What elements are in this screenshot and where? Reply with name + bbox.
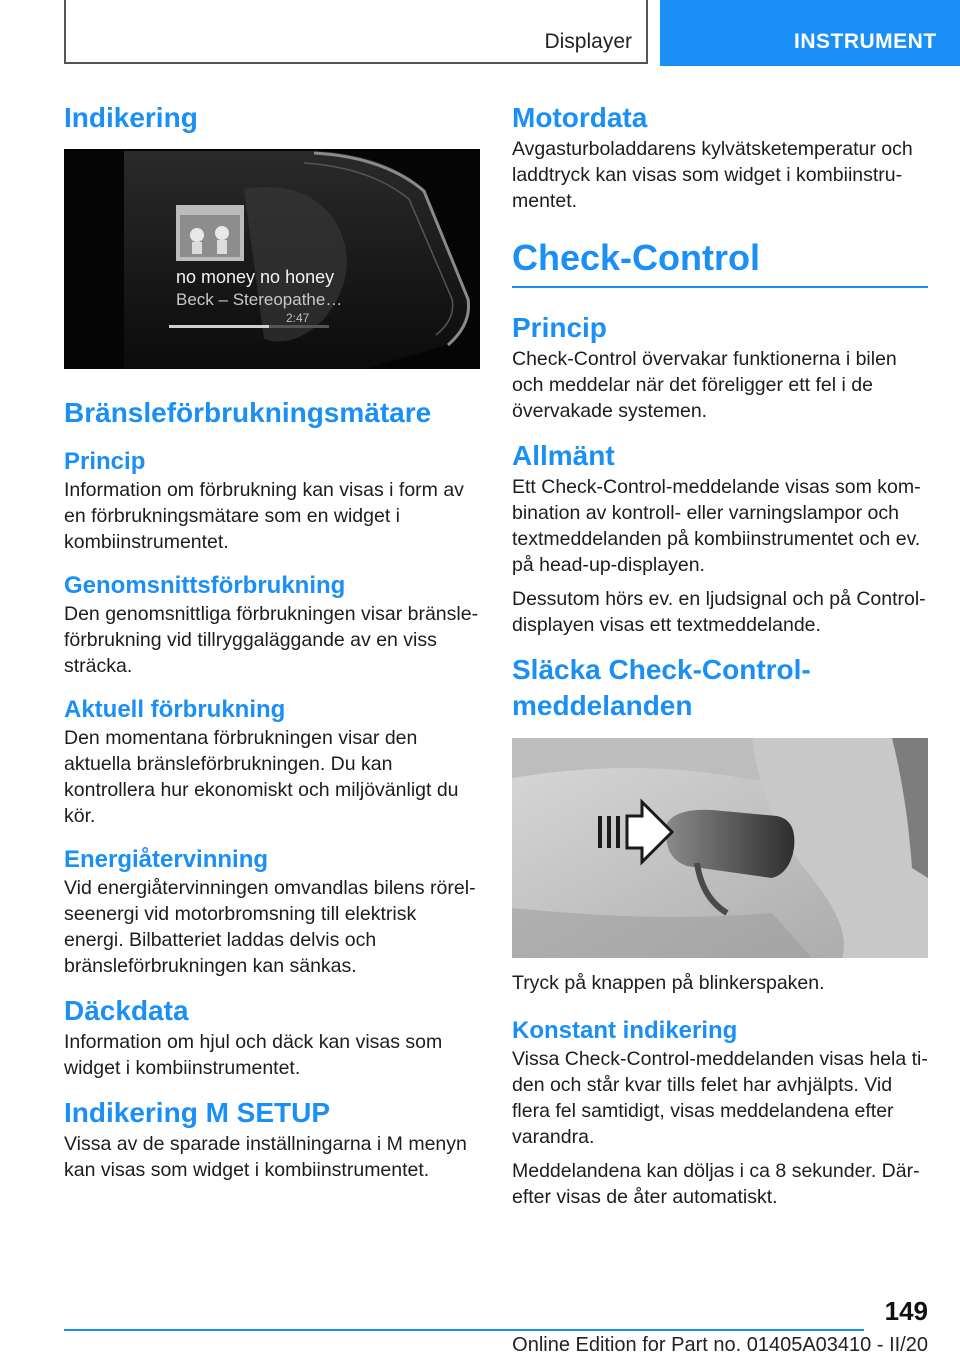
general-text-1: Ett Check-Control-meddelande visas som kombination av kontroll- eller varningslampor och textmeddelanden på kombiinstrumentet och ev. på head-up-displayen. xyxy=(512,476,921,576)
track-title: no money no honey xyxy=(176,267,335,287)
track-artist: Beck – Stereopathe… xyxy=(176,290,343,309)
average-consumption-text: Den genomsnittliga förbrukningen visar bränsleförbrukning vid tillryggaläggande av en viss sträcka. xyxy=(64,603,479,677)
clear-caption: Tryck på knappen på blinkerspaken. xyxy=(512,972,825,994)
current-consumption-subheading: Aktuell förbrukning xyxy=(64,696,286,723)
tire-data-heading: Däckdata xyxy=(64,995,189,1026)
constant-display-subheading: Konstant indikering xyxy=(512,1017,738,1044)
cc-princip-subheading: Princip xyxy=(512,312,607,343)
track-time: 2:47 xyxy=(286,311,310,325)
check-control-rule xyxy=(512,286,928,288)
current-consumption-text: Den momentana förbrukningen visar den aktuella bränsleförbrukningen. Du kan kontrollera hur ekonomiskt och miljövänligt du kör. xyxy=(64,727,459,827)
header-section-tab xyxy=(64,0,648,64)
header-chapter-label: INSTRUMENT xyxy=(794,30,937,53)
left-column xyxy=(64,100,480,1183)
clear-messages-heading: Släcka Check-Control-meddelanden xyxy=(512,654,811,721)
motor-data-heading: Motordata xyxy=(512,102,648,133)
m-setup-text: Vissa av de sparade inställningarna i M menyn kan visas som widget i kombiinstrumentet. xyxy=(64,1133,467,1181)
energy-recovery-text: Vid energiåtervinningen omvandlas bilens rörelseenergi vid motorbromsning till elektrisk energi. Bilbatteriet laddas delvis och bränsleförbrukningen kan sänkas. xyxy=(64,877,476,977)
check-control-heading: Check-Control xyxy=(512,237,761,278)
page-number: 149 xyxy=(884,1296,928,1326)
turn-signal-lever-image xyxy=(512,738,928,958)
turn-signal-lever-illustration xyxy=(512,738,928,958)
energy-recovery-subheading: Energiåtervinning xyxy=(64,846,269,873)
header-chapter-tab xyxy=(660,0,960,66)
footer-edition: Online Edition for Part no. 01405A03410 - II/20 xyxy=(512,1334,928,1356)
m-setup-heading: Indikering M SETUP xyxy=(64,1097,331,1128)
instrument-cluster-image xyxy=(64,149,480,369)
footer-rule xyxy=(64,1329,864,1331)
motor-data-text: Avgasturboladdarens kylvätsketemperatur och laddtryck kan visas som widget i kombiinstrumentet. xyxy=(512,138,913,212)
meter-heading: Bränsleförbrukningsmätare xyxy=(64,397,432,428)
tire-data-text: Information om hjul och däck kan visas som widget i kombiinstrumentet. xyxy=(64,1031,443,1079)
average-consumption-subheading: Genomsnittsförbrukning xyxy=(64,572,346,599)
princip-subheading: Princip xyxy=(64,448,146,475)
instrument-cluster-illustration xyxy=(64,149,480,369)
header-section-label: Displayer xyxy=(544,30,632,53)
constant-display-text-1: Vissa Check-Control-meddelanden visas hela tiden och står kvar tills felet har avhjälpts. Vid flera fel samtidigt, visas meddelandena efter varandra. xyxy=(512,1048,928,1148)
general-heading: Allmänt xyxy=(512,440,615,471)
indikering-heading: Indikering xyxy=(64,102,198,133)
general-text-2: Dessutom hörs ev. en ljudsignal och på Control-displayen visas ett textmeddelande. xyxy=(512,588,926,636)
cc-princip-text: Check-Control övervakar funktionerna i bilen och meddelar när det föreligger ett fel i de övervakade systemen. xyxy=(512,348,897,422)
right-column xyxy=(512,100,928,1210)
constant-display-text-2: Meddelandena kan döljas i ca 8 sekunder. Därefter visas de åter automatiskt. xyxy=(512,1160,920,1208)
princip-text: Information om förbrukning kan visas i form av en förbrukningsmätare som en widget i kombiinstrumentet. xyxy=(64,479,464,553)
